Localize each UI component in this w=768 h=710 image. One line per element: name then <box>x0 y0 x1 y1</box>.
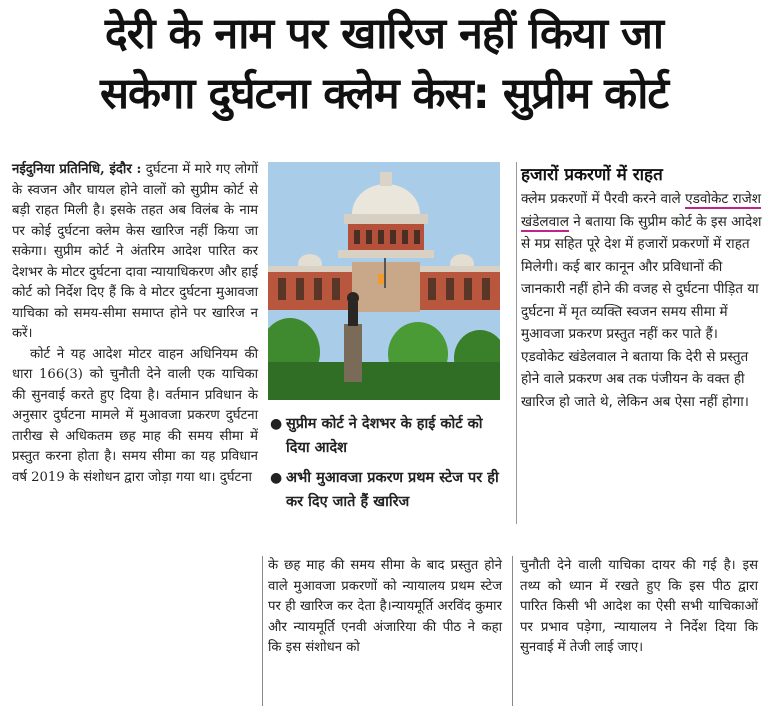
column-divider <box>262 556 263 706</box>
bullet-item <box>270 466 506 514</box>
bullet-dot-icon: ● <box>270 470 283 486</box>
bullet-dot-icon: ● <box>270 416 283 432</box>
sidebar-highlight: एडवोकेट राजेश खंडेलवाल <box>521 191 761 230</box>
column2-text: के छह माह की समय सीमा के बाद प्रस्तुत होने वाले मुआवजा प्रकरणों को न्यायालय प्रथम स्टेज पर ही खारिज कर देता है।न्यायमूर्ति अरविंद कुमार और न्यायमूर्ति एनवी अंजारिया की पीठ ने कहा कि इस संशोधन को <box>268 558 502 655</box>
column1-para1: दुर्घटना में मारे गए लोगों के स्वजन और घायल होने वालों को सुप्रीम कोर्ट से बड़ी राहत मिली है। इसके तहत अब विलंब के नाम पर कोई दुर्घटना क्लेम केस खारिज नहीं किया जा सकेगा। सुप्रीम कोर्ट ने अंतरिम आदेश पारित कर देशभर के मोटर दुर्घटना दावा न्यायाधिकरण और हाई कोर्ट को निर्देश दिए हैं कि वे मोटर दुर्घटना मुआवजा याचिका को समय-सीमा समाप्त होने पर खारिज न करें। <box>12 162 259 341</box>
byline: नईदुनिया प्रतिनिधि, इंदौर : <box>12 162 142 177</box>
bullet-text: अभी मुआवजा प्रकरण प्रथम स्टेज पर ही कर दिए जाते हैं खारिज <box>286 470 499 510</box>
column3-text: चुनौती देने वाली याचिका दायर की गई है। इस तथ्य को ध्यान में रखते हुए कि इस पीठ द्वारा पारित किसी भी आदेश का ऐसी सभी याचिकाओं पर प्रभाव पड़ेगा, न्यायालय ने निर्देश दिया कि सुनवाई में तेजी लाई जाए। <box>520 558 758 655</box>
bullet-item <box>270 412 506 460</box>
highlight-bullets <box>270 412 506 520</box>
sidebar-text: क्लेम प्रकरणों में पैरवी करने वाले <box>521 191 686 207</box>
supreme-court-building-icon <box>268 162 500 400</box>
article-column-2 <box>268 556 502 659</box>
column1-para2: कोर्ट ने यह आदेश मोटर वाहन अधिनियम की धारा 166(3) को चुनौती देने वाली एक याचिका की सुनवाई करते हुए दिया है। वर्तमान प्रविधान के अनुसार दुर्घटना मामले में मुआवजा प्रकरण दुर्घटना तारीख से अधिकतम छह माह की समय सीमा में प्रस्तुत करना होता है। समय सीमा का यह प्रविधान वर्ष 2019 के संशोधन द्वारा जोड़ा गया था। दुर्घटना <box>12 346 258 485</box>
sidebar-body <box>521 188 765 413</box>
sidebar-heading: हजारों प्रकरणों में राहत <box>521 165 663 185</box>
headline-line-2: सकेगा दुर्घटना क्लेम केस: सुप्रीम कोर्ट <box>99 69 669 119</box>
headline <box>0 4 768 124</box>
article-column-3 <box>520 556 758 659</box>
bullet-text: सुप्रीम कोर्ट ने देशभर के हाई कोर्ट को दिया आदेश <box>286 416 483 456</box>
sidebar-box <box>516 162 765 524</box>
supreme-court-photo <box>268 162 500 400</box>
article-column-1 <box>12 160 258 488</box>
headline-line-1: देरी के नाम पर खारिज नहीं किया जा <box>104 9 664 59</box>
column-divider <box>512 556 513 706</box>
sidebar-text: ने बताया कि सुप्रीम कोर्ट के इस आदेश से मप्र सहित पूरे देश में हजारों प्रकरणों में राहत मिलेगी। कई बार कानून और प्रविधानों की जानकारी नहीं होने की वजह से दुर्घटना पीड़ित या दुर्घटना में मृत व्यक्ति स्वजन समय सीमा में मुआवजा प्रकरण प्रस्तुत नहीं कर पाते हैं। एडवोकेट खंडेलवाल ने बताया कि देरी से प्रस्तुत होने वाले प्रकरण अब तक पंजीयन के वक्त ही खारिज हो जाते थे, लेकिन अब ऐसा नहीं होगा। <box>521 213 762 410</box>
